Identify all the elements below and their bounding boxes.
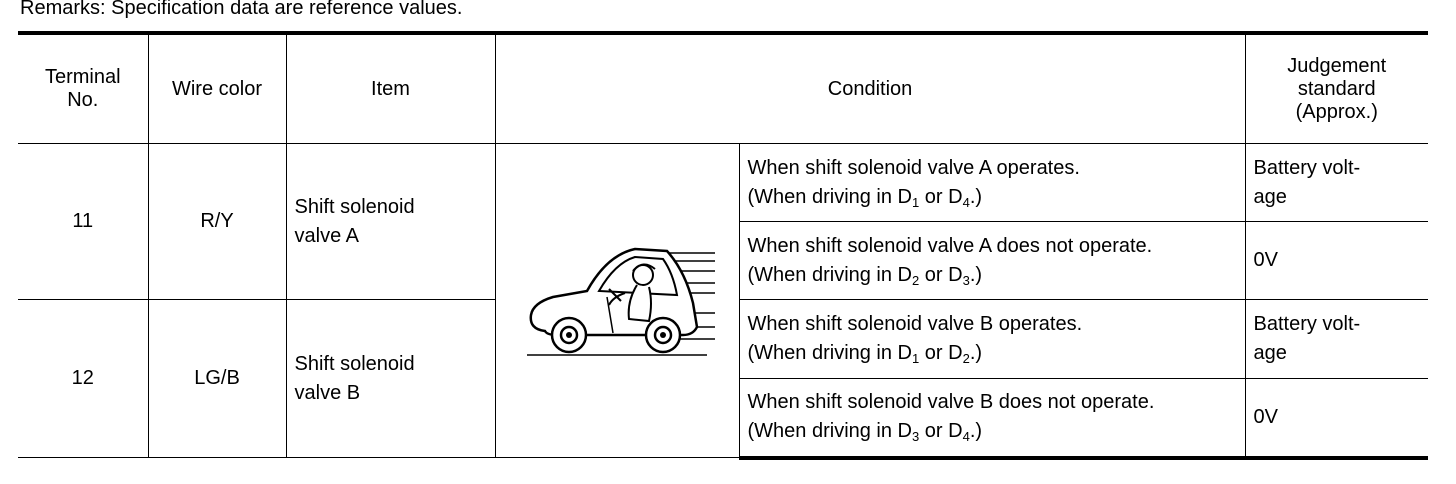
condition-prefix: (When driving in D: [747, 420, 913, 443]
judgement-line2: age: [1253, 185, 1287, 208]
judgement-cell: 0V: [1245, 379, 1428, 458]
terminal-no-cell: 12: [18, 300, 148, 458]
specification-table: [18, 31, 1428, 460]
condition-suffix: .): [969, 185, 983, 208]
terminal-no-cell: 11: [18, 144, 148, 300]
gear-subscript: 1: [912, 351, 920, 366]
header-wire-color: Wire color: [148, 33, 286, 144]
condition-cell: [739, 144, 1245, 222]
item-line2: valve A: [294, 224, 359, 247]
header-judgement: [1245, 33, 1428, 144]
car-driving-illustration-icon: [517, 231, 717, 361]
condition-mid: or D: [919, 342, 963, 364]
header-judgement-line2: standard: [1297, 77, 1376, 100]
condition-cell: [739, 222, 1245, 300]
judgement-cell: [1245, 300, 1428, 379]
header-condition: Condition: [495, 33, 1245, 144]
header-terminal-line1: Terminal: [44, 66, 121, 88]
gear-subscript: 4: [962, 429, 970, 445]
gear-subscript: 2: [962, 351, 970, 366]
remarks-text: Remarks: Specification data are reference values.: [20, 0, 463, 19]
judgement-cell: 0V: [1245, 222, 1428, 300]
condition-cell: [739, 379, 1245, 458]
condition-line1: When shift solenoid valve B operates.: [747, 313, 1083, 335]
judgement-line1: Battery volt-: [1253, 313, 1361, 335]
condition-cell: [739, 300, 1245, 379]
condition-mid: or D: [919, 185, 963, 208]
gear-subscript: 4: [962, 194, 970, 210]
gear-subscript: 2: [912, 272, 920, 288]
item-line1: Shift solenoid: [294, 352, 415, 375]
item-cell: [286, 144, 495, 300]
condition-line2: [748, 261, 1245, 290]
illustration-cell: [495, 144, 739, 458]
header-item: Item: [286, 33, 495, 144]
judgement-line2: age: [1253, 342, 1287, 364]
condition-prefix: (When driving in D: [747, 185, 913, 208]
condition-line2: [748, 417, 1245, 446]
gear-subscript: 3: [912, 429, 920, 445]
header-terminal-line2: No.: [67, 89, 99, 111]
gear-subscript: 1: [912, 194, 920, 210]
condition-prefix: (When driving in D: [747, 263, 913, 286]
condition-line2: [748, 339, 1245, 368]
condition-suffix: .): [969, 263, 983, 286]
table-row: [18, 144, 1428, 222]
condition-suffix: .): [969, 342, 983, 364]
condition-suffix: .): [969, 420, 983, 443]
condition-line2: [748, 183, 1245, 212]
judgement-line1: Battery volt-: [1253, 156, 1361, 179]
gear-subscript: 3: [962, 272, 970, 288]
condition-line1: When shift solenoid valve A operates.: [747, 156, 1080, 179]
judgement-cell: [1245, 144, 1428, 222]
header-terminal-no: [18, 33, 148, 144]
header-row: [18, 33, 1428, 144]
condition-mid: or D: [919, 420, 963, 443]
header-judgement-line3: (Approx.): [1295, 100, 1378, 123]
condition-mid: or D: [919, 263, 963, 286]
condition-line1: When shift solenoid valve A does not operate.: [747, 234, 1153, 257]
condition-prefix: (When driving in D: [747, 342, 913, 364]
header-judgement-line1: Judgement: [1287, 54, 1387, 77]
item-line1: Shift solenoid: [294, 195, 415, 218]
item-line2: valve B: [294, 381, 361, 404]
item-cell: [286, 300, 495, 458]
wire-color-cell: R/Y: [148, 144, 286, 300]
condition-line1: When shift solenoid valve B does not operate.: [747, 391, 1155, 414]
wire-color-cell: LG/B: [148, 300, 286, 458]
